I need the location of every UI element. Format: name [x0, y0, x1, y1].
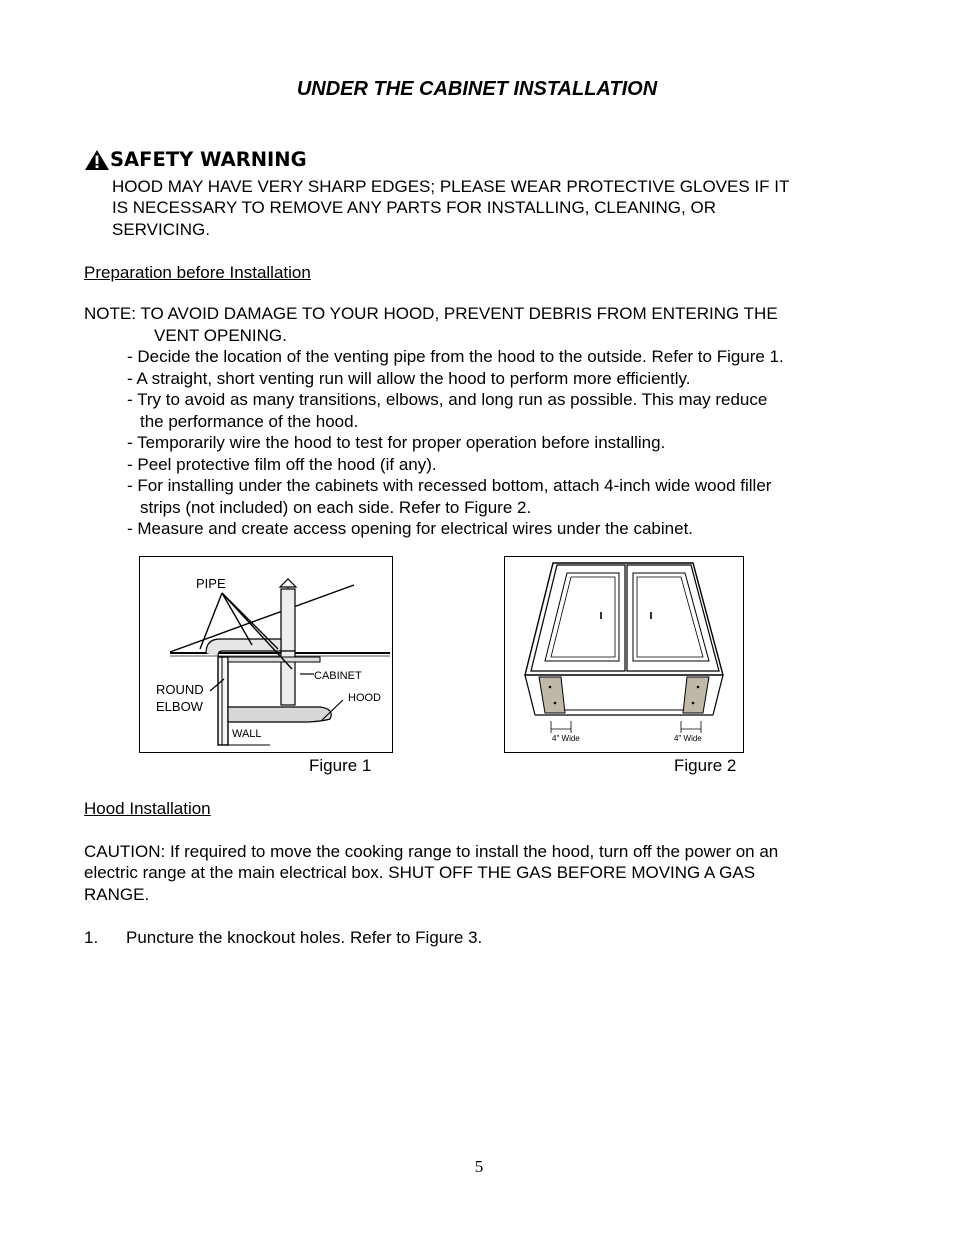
label-elbow: ELBOW	[156, 699, 203, 714]
warning-line-2: IS NECESSARY TO REMOVE ANY PARTS FOR INSTALLING, CLEANING, OR	[112, 198, 716, 217]
warning-triangle-icon	[84, 149, 110, 171]
label-right-width: 4" Wide	[674, 734, 702, 743]
figure-1-caption: Figure 1	[309, 756, 372, 775]
list-item: - Decide the location of the venting pipe from the hood to the outside. Refer to Figure 1.	[127, 347, 784, 366]
list-item: - Try to avoid as many transitions, elbows, and long run as possible. This may reduce	[127, 390, 768, 409]
page-number: 5	[474, 1157, 484, 1176]
label-round: ROUND	[156, 682, 204, 697]
label-pipe: PIPE	[196, 576, 226, 591]
list-item: - Peel protective film off the hood (if any).	[127, 455, 437, 474]
warning-line-3: SERVICING.	[112, 220, 210, 239]
label-left-width: 4" Wide	[552, 734, 580, 743]
note-line-1: NOTE: TO AVOID DAMAGE TO YOUR HOOD, PREVENT DEBRIS FROM ENTERING THE	[84, 304, 778, 323]
caution-line-2: electric range at the main electrical box. SHUT OFF THE GAS BEFORE MOVING A GAS	[84, 863, 756, 882]
safety-warning-title: SAFETY WARNING	[110, 148, 307, 171]
step-number: 1.	[84, 928, 99, 947]
list-item-continuation: strips (not included) on each side. Refer to Figure 2.	[140, 498, 532, 517]
figure-2-caption: Figure 2	[674, 756, 737, 775]
list-item-continuation: the performance of the hood.	[140, 412, 359, 431]
figure-2-drawing	[505, 557, 743, 752]
note-line-2: VENT OPENING.	[154, 326, 287, 345]
label-wall: WALL	[232, 728, 262, 740]
figure-1-illustration	[139, 556, 393, 753]
caution-line-1: CAUTION: If required to move the cooking range to install the hood, turn off the power on an	[84, 842, 779, 861]
figure-1-drawing	[140, 557, 392, 752]
safety-warning-heading	[84, 148, 307, 171]
label-cabinet: CABINET	[314, 670, 362, 682]
prep-heading: Preparation before Installation	[84, 263, 311, 282]
label-hood: HOOD	[348, 692, 381, 704]
caution-line-3: RANGE.	[84, 885, 150, 904]
figure-2-illustration	[504, 556, 744, 753]
warning-line-1: HOOD MAY HAVE VERY SHARP EDGES; PLEASE WEAR PROTECTIVE GLOVES IF IT	[112, 177, 790, 196]
list-item: - A straight, short venting run will allow the hood to perform more efficiently.	[127, 369, 691, 388]
list-item: - Measure and create access opening for electrical wires under the cabinet.	[127, 519, 694, 538]
list-item: - For installing under the cabinets with recessed bottom, attach 4-inch wide wood filler	[127, 476, 772, 495]
step-text: Puncture the knockout holes. Refer to Figure 3.	[126, 928, 483, 947]
hood-installation-heading: Hood Installation	[84, 799, 211, 818]
list-item: - Temporarily wire the hood to test for proper operation before installing.	[127, 433, 666, 452]
page-title: UNDER THE CABINET INSTALLATION	[296, 78, 658, 100]
